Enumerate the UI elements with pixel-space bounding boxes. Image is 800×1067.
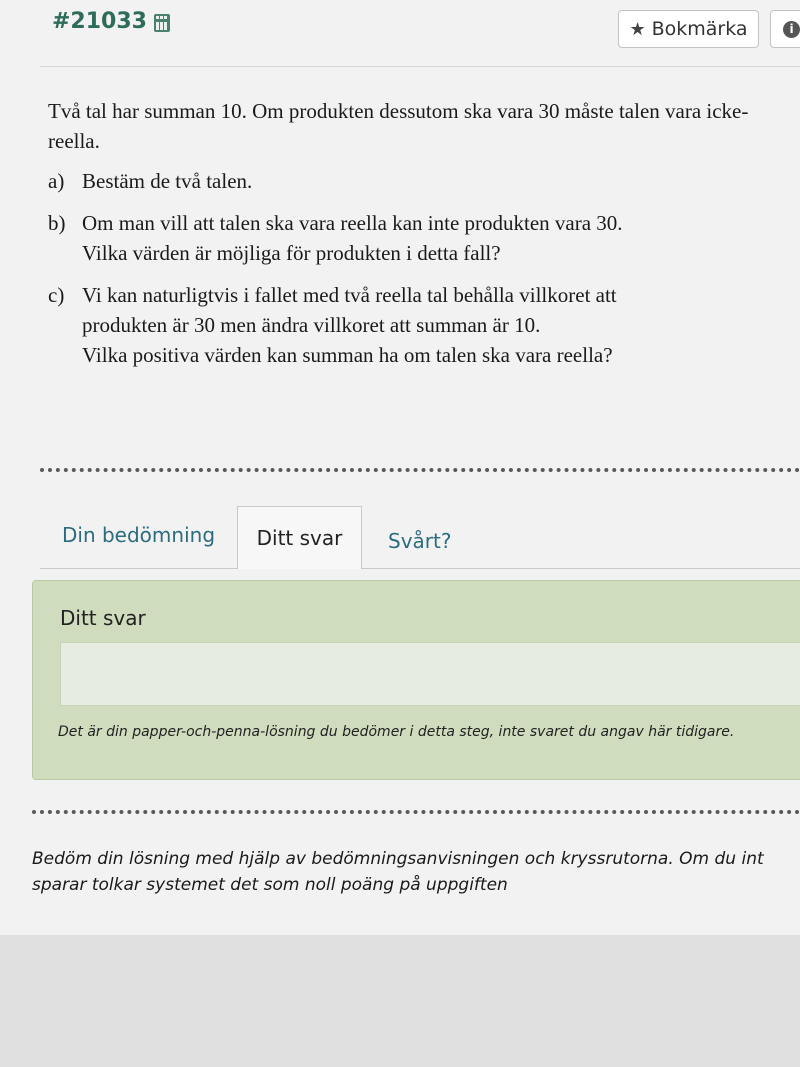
- item-text: produkten är 30 men ändra villkoret att summan är 10.: [82, 313, 541, 337]
- problem-item-a: [48, 166, 768, 196]
- problem-item-b: [48, 208, 768, 268]
- page-footer-area: [0, 935, 800, 1067]
- item-label: c): [48, 283, 65, 307]
- item-label: b): [48, 211, 66, 235]
- star-icon: ★: [629, 18, 646, 40]
- answer-label: Ditt svar: [60, 606, 146, 630]
- tab-svart[interactable]: Svårt?: [388, 529, 452, 553]
- grading-instruction: [32, 846, 800, 898]
- dotted-divider: [40, 468, 800, 472]
- tab-ditt-svar[interactable]: [237, 506, 362, 569]
- info-button[interactable]: [770, 10, 800, 48]
- problem-statement: [48, 96, 768, 382]
- bookmark-button[interactable]: [618, 10, 759, 48]
- item-text: Om man vill att talen ska vara reella kan inte produkten vara 30.: [82, 211, 623, 235]
- item-text: Vilka värden är möjliga för produkten i detta fall?: [82, 241, 501, 265]
- header-divider: [40, 66, 800, 67]
- answer-hint: Det är din papper-och-penna-lösning du bedömer i detta steg, inte svaret du angav här tidigare.: [58, 724, 735, 740]
- task-id: #21033: [52, 9, 147, 34]
- tab-din-bedomning[interactable]: Din bedömning: [62, 523, 216, 547]
- item-label: a): [48, 169, 65, 193]
- tab-label: Ditt svar: [256, 526, 343, 550]
- item-text: Vi kan naturligtvis i fallet med två reella tal behålla villkoret att: [82, 283, 617, 307]
- item-text: Vilka positiva värden kan summan ha om talen ska vara reella?: [82, 343, 613, 367]
- dotted-divider: [32, 810, 800, 814]
- instruction-line: Bedöm din lösning med hjälp av bedömningsanvisningen och kryssrutorna. Om du int: [32, 849, 764, 869]
- info-icon: i: [783, 21, 800, 38]
- bookmark-label: Bokmärka: [651, 18, 748, 40]
- item-text: Bestäm de två talen.: [82, 169, 253, 193]
- tabs-baseline: [40, 568, 800, 569]
- calculator-icon[interactable]: [154, 14, 170, 32]
- instruction-line: sparar tolkar systemet det som noll poäng på uppgiften: [32, 875, 508, 895]
- answer-input[interactable]: [60, 642, 800, 706]
- problem-intro: Två tal har summan 10. Om produkten dessutom ska vara 30 måste talen vara icke-reella.: [48, 99, 749, 153]
- problem-item-c: [48, 280, 768, 370]
